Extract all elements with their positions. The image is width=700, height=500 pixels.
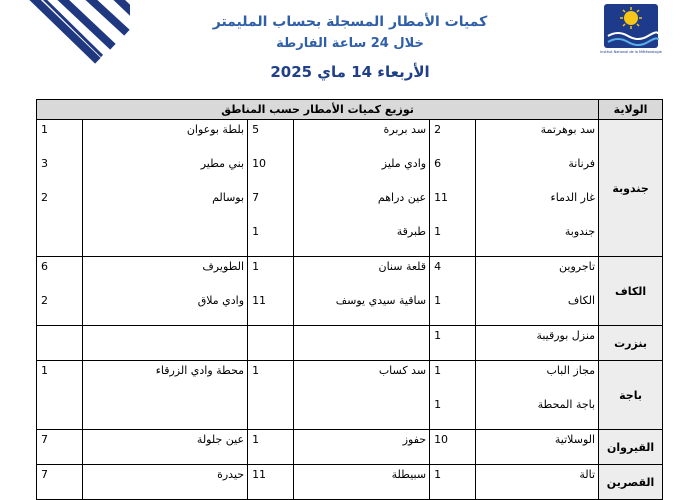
- rain-value: 5: [248, 120, 294, 155]
- table-row: [37, 291, 663, 326]
- rain-value: 2: [430, 120, 476, 155]
- station-name: عين دراهم: [294, 188, 430, 222]
- rain-value: 7: [37, 430, 83, 465]
- governorate-name: جندوبة: [599, 120, 663, 257]
- rain-value: 10: [430, 430, 476, 465]
- table-row: [37, 188, 663, 222]
- station-name: الوسلاتية: [476, 430, 599, 465]
- station-name: بني مطير: [83, 154, 248, 188]
- rain-value: 1: [430, 361, 476, 396]
- station-name: الكاف: [476, 291, 599, 326]
- station-name: بلطة بوعوان: [83, 120, 248, 155]
- station-name: حفوز: [294, 430, 430, 465]
- rain-value: 7: [248, 188, 294, 222]
- rain-value: [248, 395, 294, 430]
- station-name: غار الدماء: [476, 188, 599, 222]
- title-line-2: خلال 24 ساعة الفارطة: [276, 36, 424, 51]
- station-name: [83, 222, 248, 257]
- governorate-name: بنزرت: [599, 326, 663, 361]
- rain-value: 11: [248, 465, 294, 500]
- rain-value: 11: [248, 291, 294, 326]
- station-name: ساقية سيدي يوسف: [294, 291, 430, 326]
- rain-value: 1: [430, 326, 476, 361]
- rain-value: [37, 222, 83, 257]
- table-row: [37, 326, 663, 361]
- station-name: وادي ملاق: [83, 291, 248, 326]
- title-line-1: كميات الأمطار المسجلة بحساب المليمتر: [212, 14, 488, 30]
- rain-value: 3: [37, 154, 83, 188]
- decorative-stripes: [0, 0, 130, 75]
- governorate-name: الكاف: [599, 257, 663, 326]
- rain-value: [248, 326, 294, 361]
- station-name: تالة: [476, 465, 599, 500]
- station-name: فرنانة: [476, 154, 599, 188]
- header-areas: توزيع كميات الأمطار حسب المناطق: [37, 100, 599, 120]
- table-row: [37, 222, 663, 257]
- rain-value: 6: [37, 257, 83, 292]
- table-row: [37, 257, 663, 292]
- rain-value: [37, 395, 83, 430]
- table-row: [37, 430, 663, 465]
- station-name: سد بربرة: [294, 120, 430, 155]
- rain-value: 4: [430, 257, 476, 292]
- station-name: بوسالم: [83, 188, 248, 222]
- rainfall-table: [36, 99, 663, 500]
- station-name: [83, 395, 248, 430]
- rain-value: 7: [37, 465, 83, 500]
- rain-value: 2: [37, 291, 83, 326]
- rain-value: 1: [248, 257, 294, 292]
- station-name: طبرقة: [294, 222, 430, 257]
- logo-caption: Institut National de la Météorologie: [600, 50, 662, 54]
- station-name: محطة وادي الزرقاء: [83, 361, 248, 396]
- rain-value: 1: [430, 291, 476, 326]
- table-row: [37, 154, 663, 188]
- rain-value: 1: [37, 361, 83, 396]
- rain-value: 1: [430, 222, 476, 257]
- governorate-name: القيروان: [599, 430, 663, 465]
- station-name: سد بوهرتمة: [476, 120, 599, 155]
- station-name: منزل بورقيبة: [476, 326, 599, 361]
- station-name: باجة المحطة: [476, 395, 599, 430]
- station-name: تاجروين: [476, 257, 599, 292]
- rain-value: 6: [430, 154, 476, 188]
- station-name: الطويرف: [83, 257, 248, 292]
- rain-value: 2: [37, 188, 83, 222]
- rain-value: 1: [248, 222, 294, 257]
- report-date: الأربعاء 14 ماي 2025: [270, 63, 430, 81]
- station-name: سبيطلة: [294, 465, 430, 500]
- station-name: حيدرة: [83, 465, 248, 500]
- table-row: [37, 465, 663, 500]
- station-name: [83, 326, 248, 361]
- station-name: [294, 395, 430, 430]
- rain-value: 10: [248, 154, 294, 188]
- station-name: [294, 326, 430, 361]
- station-name: سد كساب: [294, 361, 430, 396]
- station-name: قلعة سنان: [294, 257, 430, 292]
- governorate-name: القصرين: [599, 465, 663, 500]
- station-name: جندوبة: [476, 222, 599, 257]
- header-governorate: الولاية: [599, 100, 663, 120]
- table-row: [37, 361, 663, 396]
- station-name: وادي مليز: [294, 154, 430, 188]
- table-row: [37, 395, 663, 430]
- rain-value: 1: [248, 361, 294, 396]
- rain-value: 1: [430, 395, 476, 430]
- inm-logo: [598, 2, 664, 62]
- rain-value: 11: [430, 188, 476, 222]
- rain-value: [37, 326, 83, 361]
- governorate-name: باجة: [599, 361, 663, 430]
- station-name: عين جلولة: [83, 430, 248, 465]
- station-name: مجاز الباب: [476, 361, 599, 396]
- table-row: [37, 120, 663, 155]
- rain-value: 1: [248, 430, 294, 465]
- table-header-row: [37, 100, 663, 120]
- rain-value: 1: [430, 465, 476, 500]
- rain-value: 1: [37, 120, 83, 155]
